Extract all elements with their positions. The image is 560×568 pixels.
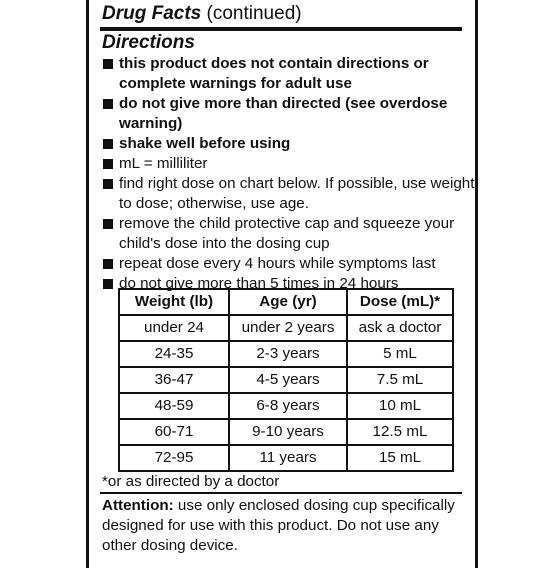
direction-item-text: remove the child protective cap and squeeze your — [119, 215, 455, 232]
bullet-square-icon — [103, 59, 113, 69]
direction-item — [102, 234, 462, 254]
bullet-square-icon — [103, 259, 113, 269]
direction-item-text: do not give more than directed (see overdose — [119, 95, 448, 112]
dose-cell: ask a doctor — [347, 315, 453, 341]
direction-item-text: do not give more than 5 times in 24 hours — [119, 275, 399, 292]
direction-item-text: child's dose into the dosing cup — [119, 235, 330, 252]
bullet-square-icon — [103, 279, 113, 289]
table-row — [119, 419, 453, 445]
dosing-footnote: *or as directed by a doctor — [102, 473, 280, 490]
bullet-square-icon — [103, 139, 113, 149]
direction-item — [102, 74, 462, 94]
table-row — [119, 445, 453, 471]
direction-item-text: complete warnings for adult use — [119, 75, 352, 92]
direction-item-text: warning) — [119, 115, 183, 132]
direction-item-text: repeat dose every 4 hours while symptoms last — [119, 255, 436, 272]
direction-item — [102, 54, 462, 74]
age-cell: 6-8 years — [229, 393, 347, 419]
thin-divider — [100, 492, 462, 494]
direction-item-text: mL = milliliter — [119, 155, 208, 172]
bullet-square-icon — [103, 179, 113, 189]
drug-facts-title — [102, 2, 462, 28]
direction-item — [102, 174, 475, 194]
column-header-weight: Weight (lb) — [119, 289, 229, 315]
weight-cell: 36-47 — [119, 367, 229, 393]
drug-facts-panel — [86, 0, 478, 568]
bullet-square-icon — [103, 99, 113, 109]
direction-item — [102, 134, 462, 154]
age-cell: 2-3 years — [229, 341, 347, 367]
section-heading-directions: Directions — [102, 32, 195, 53]
attention-text: use only enclosed dosing cup specifically designed for use with this product. Do not use any other dosing device. — [102, 497, 455, 554]
column-header-age: Age (yr) — [229, 289, 347, 315]
weight-cell: 24-35 — [119, 341, 229, 367]
direction-item-text: this product does not contain directions or — [119, 55, 429, 72]
direction-item — [102, 194, 462, 214]
bullet-square-icon — [103, 159, 113, 169]
age-cell: under 2 years — [229, 315, 347, 341]
attention-label: Attention: — [102, 497, 174, 514]
column-header-dose: Dose (mL)* — [347, 289, 453, 315]
thick-divider — [100, 27, 462, 31]
direction-item — [102, 114, 462, 134]
directions-list — [102, 54, 475, 294]
title-continued: (continued) — [201, 3, 302, 24]
direction-item — [102, 254, 462, 274]
dosing-table-header-row — [119, 289, 453, 315]
title-bold: Drug Facts — [102, 3, 202, 24]
direction-item-text: to dose; otherwise, use age. — [119, 195, 309, 212]
direction-item — [102, 214, 462, 234]
direction-item-text: find right dose on chart below. If possible, use weight — [119, 175, 475, 192]
weight-cell: 60-71 — [119, 419, 229, 445]
table-row — [119, 315, 453, 341]
dose-cell: 7.5 mL — [347, 367, 453, 393]
table-row — [119, 341, 453, 367]
dose-cell: 12.5 mL — [347, 419, 453, 445]
age-cell: 4-5 years — [229, 367, 347, 393]
dose-cell: 5 mL — [347, 341, 453, 367]
age-cell: 9-10 years — [229, 419, 347, 445]
bullet-square-icon — [103, 219, 113, 229]
weight-cell: 72-95 — [119, 445, 229, 471]
dosing-table — [118, 288, 454, 472]
age-cell: 11 years — [229, 445, 347, 471]
attention-note — [102, 496, 464, 556]
table-row — [119, 393, 453, 419]
direction-item — [102, 94, 462, 114]
dose-cell: 10 mL — [347, 393, 453, 419]
direction-item — [102, 154, 462, 174]
weight-cell: under 24 — [119, 315, 229, 341]
table-row — [119, 367, 453, 393]
direction-item-text: shake well before using — [119, 135, 291, 152]
dose-cell: 15 mL — [347, 445, 453, 471]
weight-cell: 48-59 — [119, 393, 229, 419]
